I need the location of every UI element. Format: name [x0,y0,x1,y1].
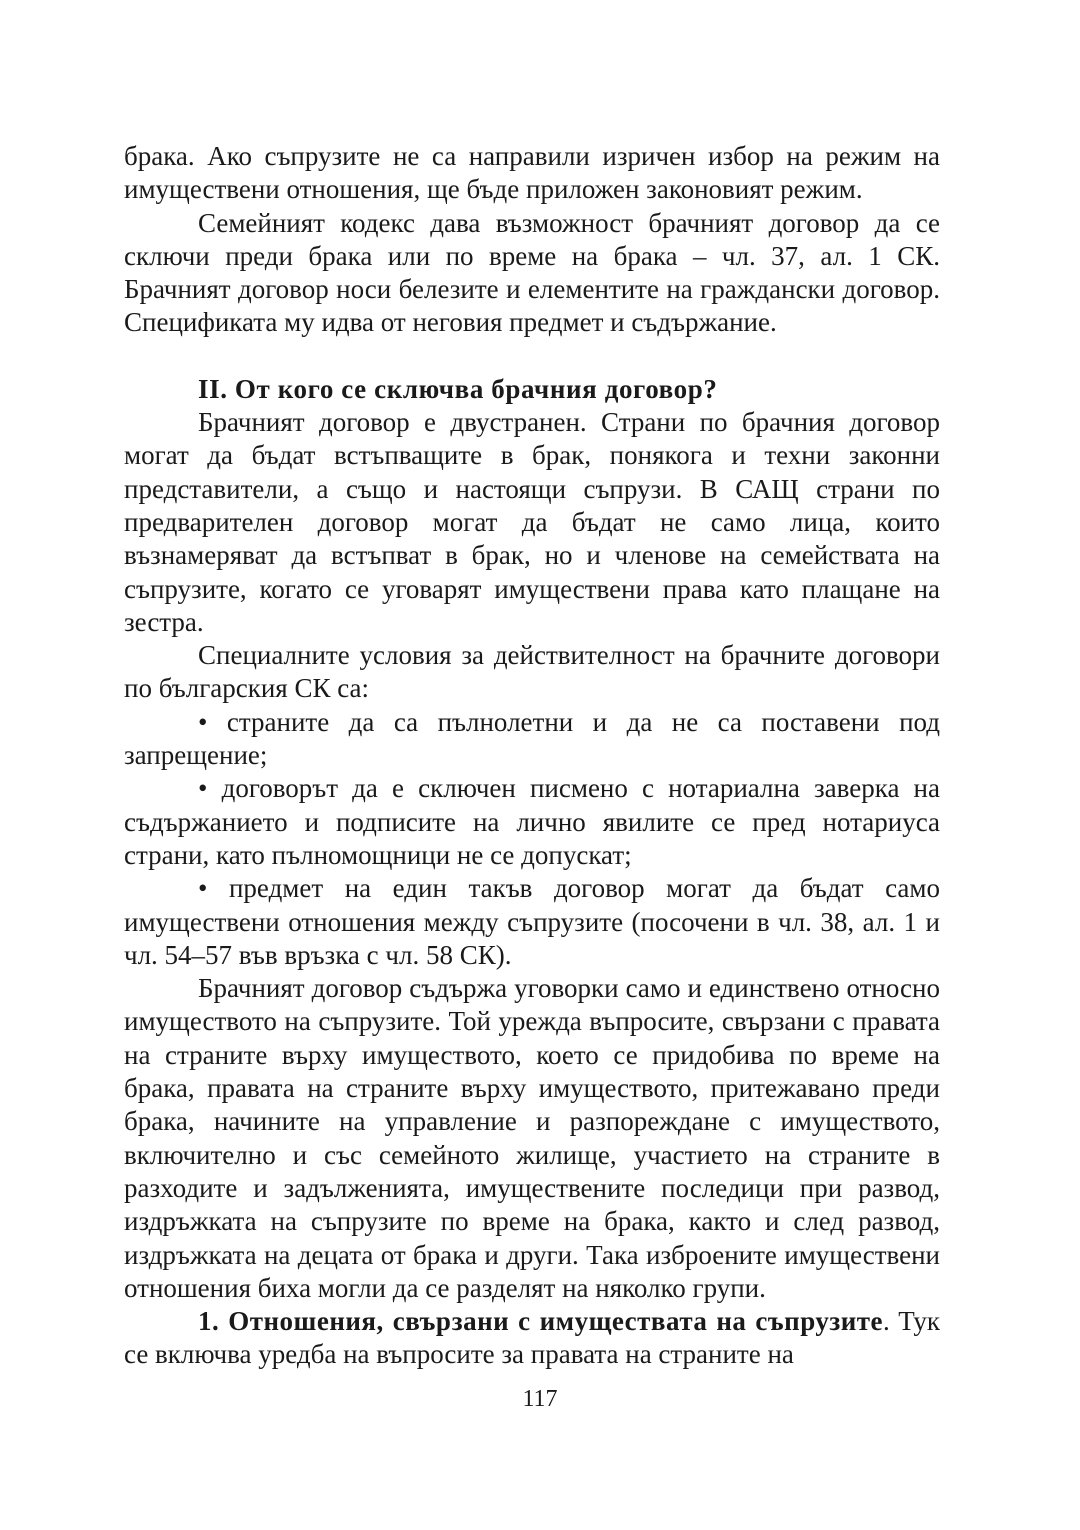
page-body [124,140,940,1372]
paragraph-parties: Брачният договор е двустранен. Страни по брачния договор могат да бъдат встъпващите в брак, понякога и техни законни представители, а също и настоящи съпрузи. В САЩ страни по предварителен договор могат да бъдат не само лица, които възнамеряват да встъпват в брак, но и членове на семействата на съпрузите, когато се уговарят имуществени права като плащане на зестра. [124,407,940,637]
paragraph-group-one [124,1305,940,1372]
page-number: 117 [522,1386,558,1412]
paragraph-conditions: Специалните условия за действителност на брачните договори по българския СК са: [124,640,940,704]
bullet-item: • предмет на един такъв договор могат да бъдат само имуществени отношения между съпрузите (посочени в чл. 38, ал. 1 и чл. 54–57 във връзка с чл. 58 СК). [124,873,940,970]
paragraph-contents: Брачният договор съдържа уговорки само и единствено относно имуществото на съпрузите. Той урежда въпросите, свързани с правата на страните върху имуществото, което се придобива по време на брака, правата на страните върху имуществото, притежавано преди брака, начините на управление и разпореждане с имуществото, включително и със семейното жилище, участието на страните в разходите и задълженията, имуществените последици при развод, издръжката на съпрузите по време на брака, както и след развод, издръжката на децата от брака и други. Така изброените имуществени отношения биха могли да се разделят на няколко групи. [124,973,940,1303]
paragraph-family-code: Семейният кодекс дава възможност брачният договор да се сключи преди брака или по време на брака – чл. 37, ал. 1 СК. Брачният договор носи белезите и елементите на граждански договор. Спецификата му идва от неговия предмет и съдържание. [124,207,940,338]
paragraph-group-one-text: . Тук се включва уредба на въпросите за правата на страните на [124,1306,941,1370]
subheading-inline: 1. Отношения, свързани с имуществата на съпрузите [198,1306,884,1337]
bullet-item: • страните да са пълнолетни и да не са поставени под запрещение; [124,706,940,771]
bullet-item: • договорът да е сключен писмено с нотариална заверка на съдържанието и подписите на лично явилите се пред нотариуса страни, като пълномощници не се допускат; [124,773,940,870]
section-heading: II. От кого се сключва брачния договор? [198,373,718,404]
paragraph-continuation: брака. Ако съпрузите не са направили изричен избор на режим на имуществени отношения, ще бъде приложен законовият режим. [124,141,940,205]
